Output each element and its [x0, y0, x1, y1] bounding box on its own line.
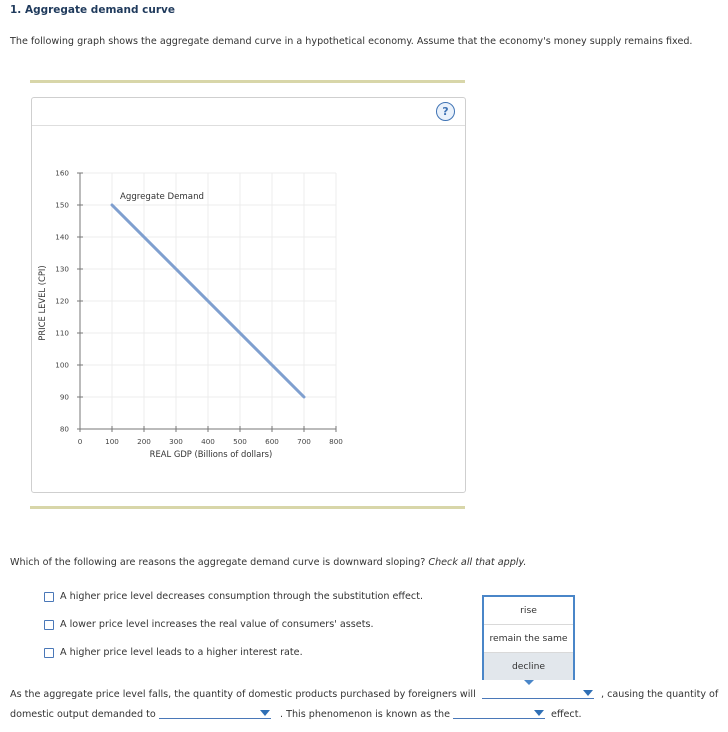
y-tick-label: 140: [55, 232, 69, 242]
effect-name-select[interactable]: [453, 708, 545, 719]
question-title: 1. Aggregate demand curve: [10, 4, 175, 16]
sentence-part5: effect.: [551, 709, 582, 720]
prompt-instruction: Check all that apply.: [428, 557, 527, 568]
checkbox[interactable]: [44, 648, 54, 658]
x-tick-label: 200: [137, 437, 151, 446]
dropdown-option-decline[interactable]: decline: [484, 653, 573, 680]
help-button[interactable]: ?: [436, 102, 455, 121]
option-label: A higher price level leads to a higher interest rate.: [60, 647, 303, 658]
dropdown-options-list: [482, 595, 575, 680]
dropdown-option-rise[interactable]: rise: [484, 597, 573, 625]
check-question-prompt: [10, 557, 526, 568]
y-tick-label: 120: [55, 296, 69, 306]
checkbox[interactable]: [44, 592, 54, 602]
x-tick-label: 800: [329, 437, 343, 446]
x-axis-label: REAL GDP (Billions of dollars): [149, 449, 273, 459]
y-tick-label: 100: [55, 360, 69, 370]
sentence-part4: . This phenomenon is known as the: [280, 709, 450, 720]
y-tick-label: 90: [59, 392, 69, 402]
sentence-part3: domestic output demanded to: [10, 709, 156, 720]
domestic-output-select[interactable]: [159, 708, 271, 719]
option-label: A lower price level increases the real value of consumers' assets.: [60, 619, 374, 630]
foreign-purchases-select[interactable]: [482, 688, 594, 699]
option-interest-rate-effect[interactable]: [44, 647, 303, 658]
x-tick-label: 0: [77, 437, 83, 446]
x-tick-label: 600: [265, 437, 279, 446]
y-tick-label: 130: [55, 264, 69, 274]
dropdown-pointer-icon: [524, 680, 534, 685]
y-tick-label: 110: [55, 328, 69, 338]
chevron-down-icon: [583, 690, 593, 696]
option-wealth-effect[interactable]: [44, 619, 374, 630]
sentence-part1: As the aggregate price level falls, the quantity of domestic products purchased by foreigners will: [10, 689, 476, 700]
prompt-text: Which of the following are reasons the aggregate demand curve is downward sloping?: [10, 557, 426, 568]
checkbox[interactable]: [44, 620, 54, 630]
x-tick-label: 300: [169, 437, 183, 446]
y-tick-label: 150: [55, 200, 69, 210]
question-intro: The following graph shows the aggregate demand curve in a hypothetical economy. Assume that the economy's money supply remains fixed.: [10, 36, 693, 47]
series-label-aggregate-demand: Aggregate Demand: [120, 192, 204, 202]
sentence-part2: , causing the quantity of: [601, 689, 719, 700]
y-tick-label: 80: [59, 424, 69, 434]
dropdown-option-remain-same[interactable]: remain the same: [484, 625, 573, 653]
y-axis-label: PRICE LEVEL (CPI): [37, 265, 47, 341]
divider-bottom: [30, 506, 465, 509]
x-tick-label: 500: [233, 437, 247, 446]
option-substitution-effect[interactable]: [44, 591, 423, 602]
chevron-down-icon: [534, 710, 544, 716]
y-tick-label: 160: [55, 168, 69, 178]
x-tick-label: 700: [297, 437, 311, 446]
x-tick-label: 400: [201, 437, 215, 446]
x-tick-label: 100: [105, 437, 119, 446]
chevron-down-icon: [260, 710, 270, 716]
option-label: A higher price level decreases consumption through the substitution effect.: [60, 591, 424, 602]
